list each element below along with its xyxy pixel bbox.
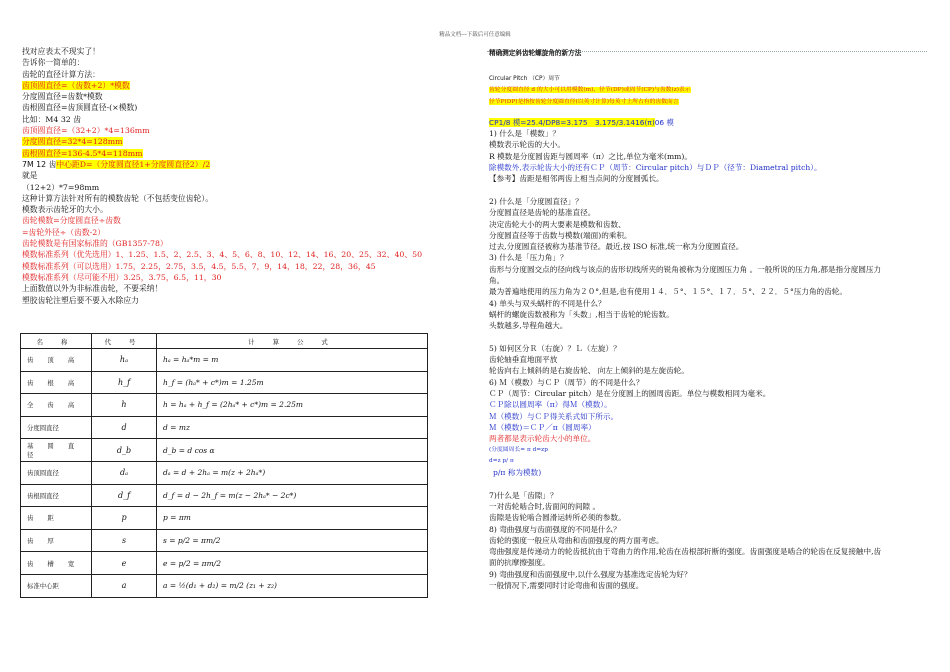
table-row <box>21 529 428 552</box>
table-header-row <box>21 334 428 349</box>
param-name: 齿 厚 <box>21 529 92 552</box>
param-name: 齿根圆直径 <box>21 484 92 507</box>
module-formula-alt: =齿轮外径÷（齿数-2） <box>22 227 106 237</box>
text-line: 除模数外,表示轮齿大小的还有ＣＰ（周节：Circular pitch）与ＤＰ（径节：Diametral pitch）。 <box>489 163 822 173</box>
center-distance-formula: 中心距D=（分度圆直径1+分度圆直径2）/2 <box>56 159 211 169</box>
param-symbol: s <box>92 529 157 552</box>
text-line: 就是 <box>22 171 38 181</box>
param-symbol: p <box>92 507 157 530</box>
cp-conversion-tail: 06 模 <box>654 117 674 127</box>
param-formula: dₐ = d + 2hₐ = m(z + 2hₐ*) <box>157 461 428 484</box>
param-formula: p = πm <box>157 507 428 530</box>
text-line: 分度圆直径是齿轮的基准直径。 <box>489 208 596 218</box>
text-line: 1) 什么是「模数」？ <box>489 129 560 139</box>
param-name: 齿顶圆直径 <box>21 461 92 484</box>
cp-conversion: CP1/8 模=25.4/DP8=3.175 3.175/3.1416(π) <box>489 117 655 127</box>
text-line: d=z p/ π <box>489 457 514 464</box>
text-line: 角。 <box>489 276 505 286</box>
param-symbol: d_f <box>92 484 157 507</box>
text-line: (分度圆周长= π d=zp <box>489 446 548 453</box>
module-series-preferred: 模数标准系列（优先选用）1、1.25、1.5、2、2.5、3、4、5、6、8、10、12、14、16、20、25、32、40、50 <box>22 250 423 260</box>
text-line: 头数越多,导程角越大。 <box>489 321 568 331</box>
text-line: 两者都是表示轮齿大小的单位。 <box>489 434 596 444</box>
text-line: 【参考】齿距是相邻两齿上相当点间的分度圆弧长。 <box>489 174 664 184</box>
text-line: p/π 称为模数) <box>493 468 542 478</box>
text-line: 3) 什么是「压力角」？ <box>489 253 568 263</box>
param-symbol: e <box>92 552 157 575</box>
gear-formula-table <box>20 333 428 598</box>
module-series-avoid: 模数标准系列（尽可能不用）3.25，3.75，6.5，11，30 <box>22 272 222 282</box>
text-line: 2) 什么是「分度圆直径」？ <box>489 196 583 206</box>
param-symbol: hₐ <box>92 349 157 372</box>
text-line: 齿隙是齿轮啮合圆滑运转所必须的参数。 <box>489 513 626 523</box>
param-symbol: d <box>92 416 157 439</box>
text-line: 齿形与分度圆交点的径向线与该点的齿形切线所夹的锐角被称为分度圆压力角 。一般所说的压力角,都是指分度圆压力 <box>489 264 882 274</box>
param-name: 基 圆 直 径 <box>21 439 92 462</box>
highlight-note-2: 径节P(DP)是指按齿轮分度圆直径(以英寸计算)每英寸上所占有的齿数而言 <box>489 98 679 105</box>
param-name: 标准中心距 <box>21 574 92 597</box>
text-line: 5) 如何区分Ｒ（右旋）？Ｌ（左旋）？ <box>489 343 621 353</box>
text-line: 面的抗摩擦强度。 <box>489 558 550 568</box>
highlight-note-1: 齿轮分度圆直径 d 的大小可以用模数(m)、径节(DP)或周节(CP)与齿数(z)表示 <box>489 87 691 94</box>
param-formula: s = p/2 = πm/2 <box>157 529 428 552</box>
param-formula: h = hₐ + h_f = (2hₐ* + c*)m = 2.25m <box>157 394 428 417</box>
param-symbol: a <box>92 574 157 597</box>
text-line: 7)什么是「齿隙」？ <box>489 490 558 500</box>
text-line: 模数表示齿轮牙的大小。 <box>22 205 108 215</box>
text-line: 齿轮轴垂直地面平放 <box>489 355 558 365</box>
module-series-optional: 模数标准系列（可以选用）1.75，2.25，2.75，3.5，4.5，5.5，7，9，14，18，22，28，36，45 <box>22 261 376 271</box>
cp-label: Circular Pitch （CP）周节 <box>489 76 560 82</box>
text-line: 弯曲强度是传递动力的轮齿抵抗由于弯曲力的作用,轮齿在齿根部折断的强度。齿面强度是啮合的轮齿在反复接触中,齿 <box>489 547 882 557</box>
table-row <box>21 507 428 530</box>
text-line: 分度圆直径等于齿数与模数(端面)的乘积。 <box>489 230 632 240</box>
param-symbol: d_b <box>92 439 157 462</box>
text-line: 一对齿轮啮合时,齿面间的间隙 。 <box>489 501 601 511</box>
text-line: 蜗杆的螺旋齿数被称为「头数」,相当于齿轮的轮齿数。 <box>489 309 674 319</box>
param-symbol: h_f <box>92 371 157 394</box>
text-line: （12+2）*7=98mm <box>22 182 100 192</box>
text-line: 决定齿轮大小的两大要素是模数和齿数、 <box>489 219 626 229</box>
param-formula: h_f = (hₐ* + c*)m = 1.25m <box>157 371 428 394</box>
text-line: 8) 弯曲强度与齿面强度的不同是什么？ <box>489 524 621 534</box>
text-line: 齿根圆直径=齿顶圆直径-(×模数) <box>22 103 138 113</box>
module-formula: 齿轮模数=分度圆直径÷齿数 <box>22 216 121 226</box>
text-line: Ｍ（模数）与ＣＰ得关系式如下所示。 <box>489 411 619 421</box>
column-header: 名 称 <box>21 334 92 349</box>
text-line: 轮齿向右上倾斜的是右旋齿轮、 向左上倾斜的是左旋齿轮。 <box>489 366 689 376</box>
param-symbol: dₐ <box>92 461 157 484</box>
text-line: ＣＰ除以圆周率（π）得Ｍ（模数）。 <box>489 400 612 410</box>
param-formula: d_b = d cos α <box>157 439 428 462</box>
article-title: 精确测定斜齿轮螺旋角的新方法 <box>489 49 582 57</box>
table-row <box>21 484 428 507</box>
table-row <box>21 394 428 417</box>
module-standard: 齿轮模数是有国家标准的（GB1357-78） <box>22 239 168 249</box>
column-header: 计 算 公 式 <box>157 334 428 349</box>
text-line: 6) Ｍ（模数）与ＣＰ（周节）的不同是什么？ <box>489 377 644 387</box>
text-line: Ｍ（模数)＝ＣＰ／π（圆周率） <box>489 422 596 432</box>
text-line: ＣＰ（周节：Circular pitch）是在分度圆上的圆周齿距。单位与模数相同为毫米。 <box>489 389 771 399</box>
text-line: 齿轮的强度一般应从弯曲和齿面强度的两方面考虑。 <box>489 535 664 545</box>
table-row <box>21 371 428 394</box>
table-row <box>21 416 428 439</box>
text-line: 告诉你一简单的： <box>22 58 85 68</box>
example-tip-diameter: 齿顶圆直径=（32+2）*4=136mm <box>22 126 150 136</box>
text-line: 最为普遍地使用的压力角为２０°,但是,也有使用１４．５°、１５°、１７．５°、２２．５°压力角的齿轮。 <box>489 287 847 297</box>
table-row <box>21 574 428 597</box>
param-name: 齿 距 <box>21 507 92 530</box>
text-line: 塑胶齿轮注塑后要不要入水除应力 <box>22 295 139 305</box>
table-row <box>21 552 428 575</box>
param-symbol: h <box>92 394 157 417</box>
example-pitch-diameter: 分度圆直径=32*4=128mm <box>22 137 123 147</box>
param-formula: d_f = d − 2h_f = m(z − 2hₐ* − 2c*) <box>157 484 428 507</box>
text-line <box>489 478 929 489</box>
text-line: 比如：M4 32 齿 <box>22 114 82 124</box>
text-line: 分度圆直径=齿数*模数 <box>22 92 103 102</box>
text-line <box>489 332 929 343</box>
text-line: 模数表示轮齿的大小。 <box>489 140 565 150</box>
param-formula: e = p/2 = πm/2 <box>157 552 428 575</box>
table-row <box>21 439 428 462</box>
param-name: 分度圆直径 <box>21 416 92 439</box>
text-line: 找对应表太不现实了！ <box>22 47 100 56</box>
text-line: 上面数值以外为非标准齿轮，不要采纳！ <box>22 284 163 294</box>
text-line <box>489 185 929 196</box>
text-line: 7M 12 齿 <box>22 159 57 169</box>
text-line: R 模数是分度圆齿距与圆周率（π）之比,单位为毫米(mm)。 <box>489 151 692 161</box>
text-line: 齿轮的直径计算方法： <box>22 69 100 79</box>
text-line: 4) 单头与双头蜗杆的不同是什么？ <box>489 298 606 308</box>
text-line: 这种计算方法针对所有的模数齿轮（不包括变位齿轮）。 <box>22 193 214 203</box>
table-row <box>21 461 428 484</box>
tip-diameter-formula: 齿顶圆直径=（齿数+2）*模数 <box>22 80 130 90</box>
left-column <box>22 46 442 306</box>
param-name: 全 齿 高 <box>21 394 92 417</box>
table-row <box>21 349 428 372</box>
example-root-diameter: 齿根圆直径=136-4.5*4=118mm <box>22 148 143 158</box>
param-formula: a = ½(d₁ + d₂) = m/2 (z₁ + z₂) <box>157 574 428 597</box>
column-header: 代 号 <box>92 334 157 349</box>
param-name: 齿 顶 高 <box>21 349 92 372</box>
param-name: 齿 根 高 <box>21 371 92 394</box>
right-column <box>489 46 929 591</box>
param-formula: hₐ = hₐ*m = m <box>157 349 428 372</box>
text-line: 一般情况下,需要同时讨论弯曲和齿面的强度。 <box>489 581 644 591</box>
text-line: 9) 弯曲强度和齿面强度中,以什么强度为基准选定齿轮为好？ <box>489 569 692 579</box>
page-header: 精品文档---下载后可任意编辑 <box>439 32 511 38</box>
text-line: 过去,分度圆直径被称为基准节径。最近,按 ISO 标准,统一称为分度圆直径。 <box>489 242 744 252</box>
param-formula: d = mz <box>157 416 428 439</box>
param-name: 齿 槽 宽 <box>21 552 92 575</box>
